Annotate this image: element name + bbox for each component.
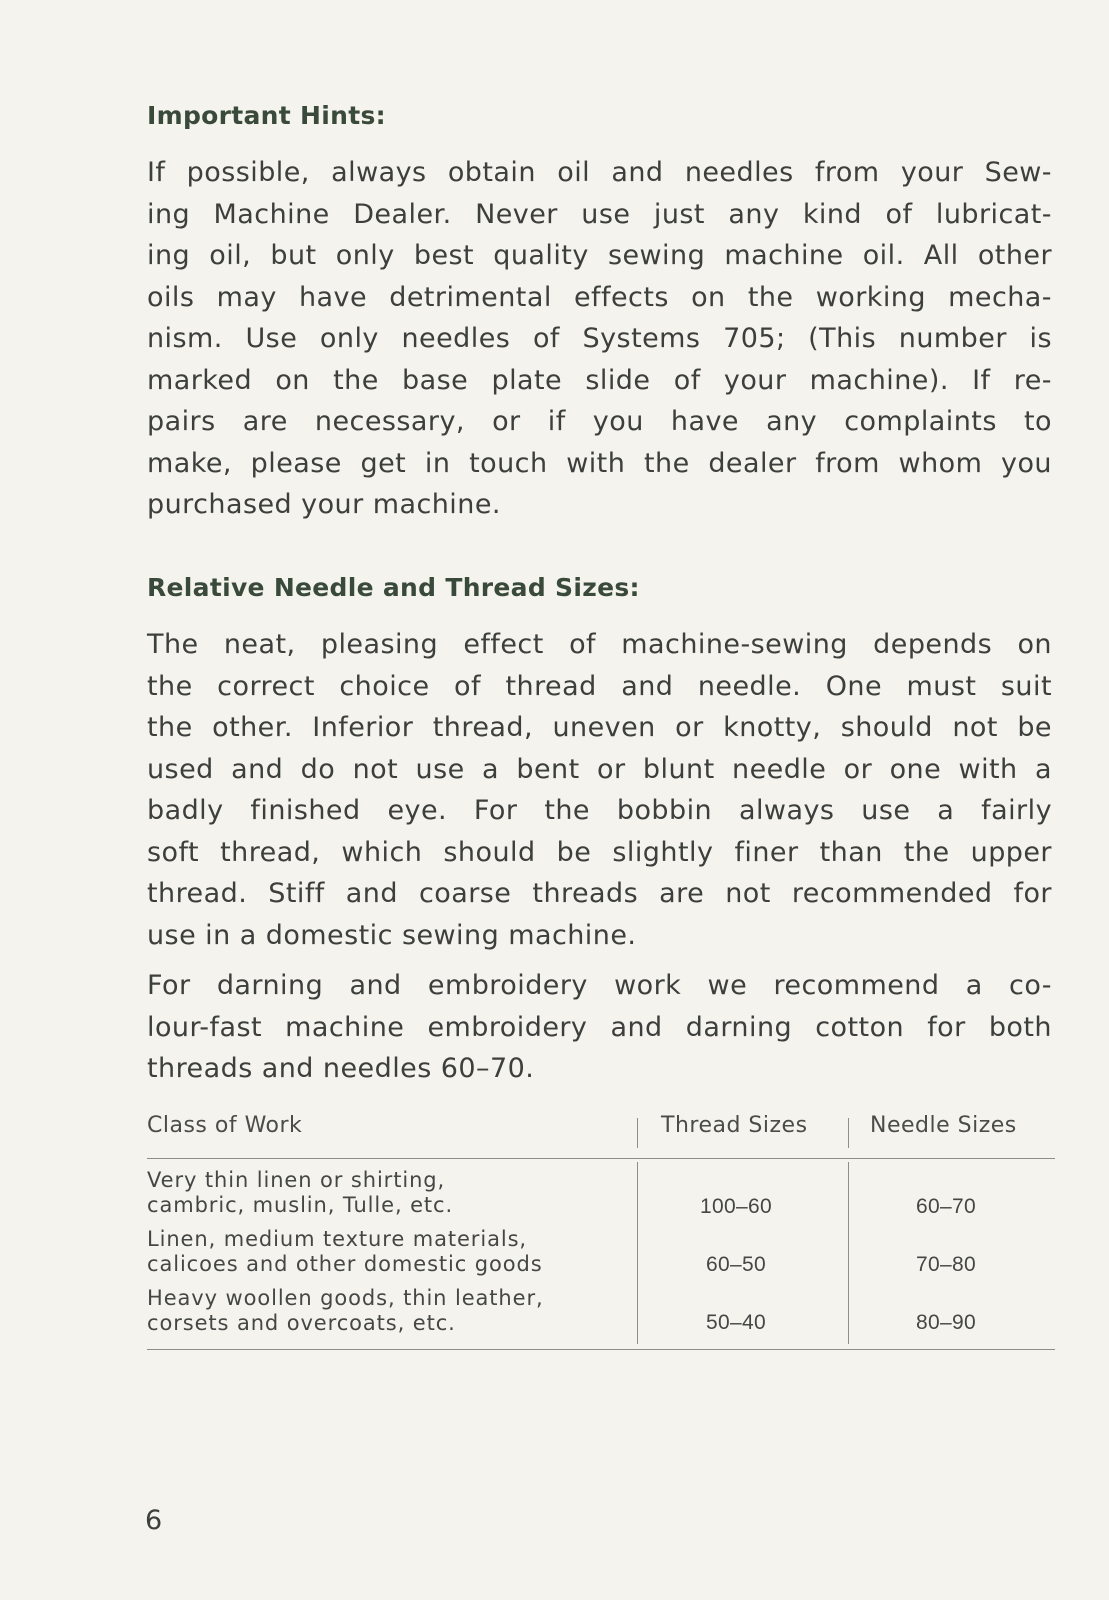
table-cell-needle-size: 80–90 <box>916 1311 976 1334</box>
table-cell-needle-size: 70–80 <box>916 1253 976 1276</box>
table-cell-thread-size: 100–60 <box>700 1195 772 1218</box>
text-line: If possible, always obtain oil and needles from your Sew- <box>147 157 1052 188</box>
text-line: the other. Inferior thread, uneven or knotty, should not be <box>147 712 1052 743</box>
text-line: the correct choice of thread and needle. One must suit <box>147 670 1052 702</box>
table-bottom-rule <box>147 1349 1055 1350</box>
text-line: badly finished eye. For the bobbin always use a fairly <box>147 795 1052 826</box>
table-row-class-of-work <box>147 1227 607 1277</box>
text-line: The neat, pleasing effect of machine-sewing depends on <box>147 629 1052 660</box>
text-line: For darning and embroidery work we recommend a co- <box>147 970 1052 1001</box>
paragraph-important-hints <box>147 152 1052 526</box>
column-divider <box>848 1162 849 1344</box>
table-cell-thread-size: 60–50 <box>706 1253 766 1276</box>
table-header-rule <box>147 1158 1055 1159</box>
heading-needle-thread-sizes: Relative Needle and Thread Sizes: <box>147 573 640 602</box>
paragraph-darning-embroidery <box>147 965 1052 1090</box>
text-line: lour-fast machine embroidery and darning cotton for both <box>147 1011 1052 1043</box>
table-header-needle-sizes: Needle Sizes <box>870 1113 1017 1138</box>
text-line: make, please get in touch with the dealer from whom you <box>147 447 1052 479</box>
text-line: ing oil, but only best quality sewing machine oil. All other <box>147 240 1052 271</box>
table-cell-text: corsets and overcoats, etc. <box>147 1311 456 1335</box>
paragraph-needle-thread <box>147 624 1052 956</box>
table-row-class-of-work <box>147 1286 607 1336</box>
text-line: nism. Use only needles of Systems 705; (This number is <box>147 323 1052 354</box>
column-divider <box>637 1118 638 1148</box>
table-cell-needle-size: 60–70 <box>916 1195 976 1218</box>
table-cell-text: Heavy woollen goods, thin leather, <box>147 1286 544 1310</box>
column-divider <box>637 1162 638 1344</box>
text-line: marked on the base plate slide of your machine). If re- <box>147 364 1052 396</box>
table-row-class-of-work <box>147 1168 607 1218</box>
text-line: threads and needles 60–70. <box>147 1053 535 1084</box>
text-line: thread. Stiff and coarse threads are not recommended for <box>147 878 1052 909</box>
table-header-class-of-work: Class of Work <box>147 1113 303 1138</box>
heading-important-hints: Important Hints: <box>147 101 386 130</box>
text-line: pairs are necessary, or if you have any complaints to <box>147 406 1052 437</box>
table-cell-text: cambric, muslin, Tulle, etc. <box>147 1193 454 1217</box>
table-cell-text: Linen, medium texture materials, <box>147 1227 527 1251</box>
text-line: use in a domestic sewing machine. <box>147 919 637 951</box>
table-cell-thread-size: 50–40 <box>706 1311 766 1334</box>
table-header-thread-sizes: Thread Sizes <box>661 1113 808 1138</box>
column-divider <box>848 1118 849 1148</box>
text-line: purchased your machine. <box>147 489 501 520</box>
text-line: used and do not use a bent or blunt needle or one with a <box>147 753 1052 785</box>
page-number: 6 <box>145 1505 163 1536</box>
table-cell-text: Very thin linen or shirting, <box>147 1168 446 1192</box>
text-line: soft thread, which should be slightly finer than the upper <box>147 836 1052 868</box>
text-line: oils may have detrimental effects on the working mecha- <box>147 281 1052 313</box>
text-line: ing Machine Dealer. Never use just any kind of lubricat- <box>147 198 1052 230</box>
table-cell-text: calicoes and other domestic goods <box>147 1252 543 1276</box>
